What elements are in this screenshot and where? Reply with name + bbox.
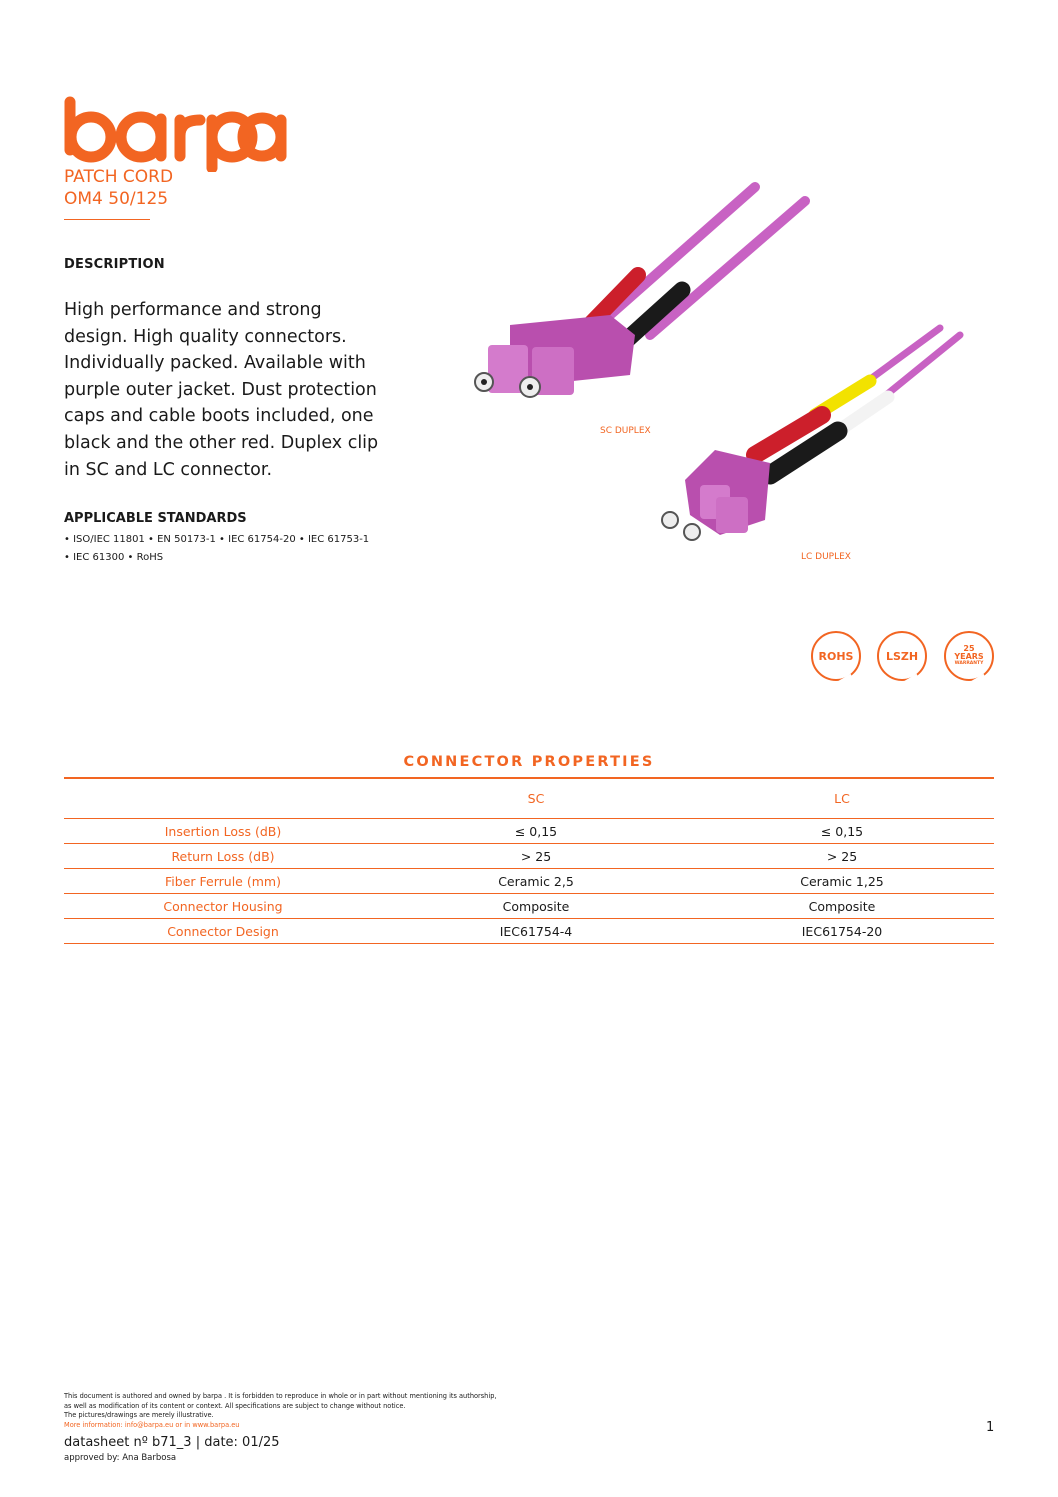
standards-list <box>64 531 384 567</box>
rohs-badge <box>811 631 861 681</box>
row-label: Connector Design <box>64 919 382 944</box>
sc-value: Ceramic 2,5 <box>382 869 690 894</box>
table-row <box>64 869 994 894</box>
title-underline <box>64 219 150 220</box>
datasheet-info: datasheet nº b71_3 | date: 01/25 <box>64 1435 280 1450</box>
warranty-small-label: WARRANTY <box>954 661 984 666</box>
lc-duplex-label: LC DUPLEX <box>801 552 851 562</box>
description-heading: DESCRIPTION <box>64 257 165 272</box>
sc-value: Composite <box>382 894 690 919</box>
page-number: 1 <box>986 1420 995 1435</box>
description-text: High performance and strong design. High quality connectors. Individually packed. Available with purple outer jacket. Dust protection caps and cable boots included, one black and the other red. Duplex clip in SC and LC connector. <box>64 300 379 480</box>
product-line-2: OM4 50/125 <box>64 189 169 209</box>
sc-duplex-label: SC DUPLEX <box>600 426 651 436</box>
lc-value: Ceramic 1,25 <box>690 869 994 894</box>
row-label: Return Loss (dB) <box>64 844 382 869</box>
column-header-lc: LC <box>690 779 994 819</box>
legal-line-1: This document is authored and owned by barpa . It is forbidden to reproduce in whole or in part without mentioning its authorship, <box>64 1392 497 1400</box>
warranty-years-word: YEARS <box>954 652 984 661</box>
rohs-badge-label: ROHS <box>818 649 854 663</box>
table-row <box>64 844 994 869</box>
approved-by: approved by: Ana Barbosa <box>64 1453 177 1463</box>
sc-value: ≤ 0,15 <box>382 819 690 844</box>
lszh-badge-label: LSZH <box>885 649 919 663</box>
row-label: Connector Housing <box>64 894 382 919</box>
standards-heading: APPLICABLE STANDARDS <box>64 511 247 526</box>
patch-cord-illustration <box>460 175 980 575</box>
table-row <box>64 819 994 844</box>
table-row <box>64 919 994 944</box>
lszh-badge <box>877 631 927 681</box>
connector-properties-title: CONNECTOR PROPERTIES <box>403 754 655 770</box>
row-label: Insertion Loss (dB) <box>64 819 382 844</box>
table-header-row <box>64 779 994 819</box>
lc-value: IEC61754-20 <box>690 919 994 944</box>
contact-info-link[interactable]: More information: info@barpa.eu or in www.barpa.eu <box>64 1420 240 1429</box>
legal-line-2: as well as modification of its content or context. All specifications are subject to change without notice. <box>64 1401 406 1410</box>
table-row <box>64 894 994 919</box>
standards-line-2: • IEC 61300 • RoHS <box>64 552 164 563</box>
lc-value: > 25 <box>690 844 994 869</box>
legal-line-3: The pictures/drawings are merely illustrative. <box>64 1411 214 1420</box>
sc-value: IEC61754-4 <box>382 919 690 944</box>
product-line-1: PATCH CORD <box>64 167 174 187</box>
connector-properties-table <box>64 779 994 944</box>
lc-value: Composite <box>690 894 994 919</box>
barpa-logo <box>64 92 294 172</box>
warranty-years-number: 25 <box>963 644 975 653</box>
row-label: Fiber Ferrule (mm) <box>64 869 382 894</box>
warranty-badge <box>944 631 994 681</box>
standards-line-1: • ISO/IEC 11801 • EN 50173-1 • IEC 61754-20 • IEC 61753-1 <box>64 534 370 545</box>
legal-notice <box>64 1392 584 1430</box>
column-header-empty <box>64 779 382 819</box>
lc-value: ≤ 0,15 <box>690 819 994 844</box>
sc-value: > 25 <box>382 844 690 869</box>
product-name <box>64 166 173 210</box>
column-header-sc: SC <box>382 779 690 819</box>
